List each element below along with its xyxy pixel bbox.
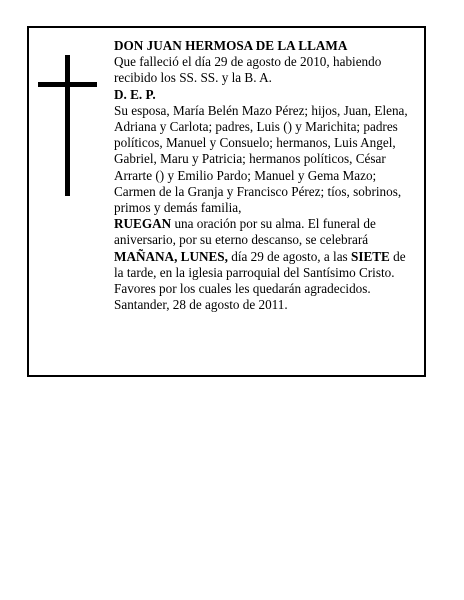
obituary-text [114,38,420,313]
notice-bold-text: RUEGAN [114,216,172,232]
notice-bold-text: DON JUAN HERMOSA DE LA LLAMA [114,38,348,53]
notice-text-segment: Carmen de la Granja y Francisco Pérez; tíos, sobrinos, [114,183,402,199]
notice-text-segment: Santander, 28 de agosto de 2011. [114,297,288,313]
notice-line [114,216,420,232]
notice-text-segment: recibido los SS. SS. y la B. A. [114,70,272,86]
notice-bold-text: SIETE [351,248,390,264]
notice-text-segment: Adriana y Carlota; padres, Luis () y Marichita; padres [114,119,398,135]
notice-line [114,168,420,184]
notice-line [114,119,420,135]
notice-text-segment: Gabriel, Maru y Patricia; hermanos políticos, César [114,151,386,167]
notice-bold-text: D. E. P. [114,86,156,102]
notice-text-segment: Su esposa, María Belén Mazo Pérez; hijos, Juan, Elena, [114,102,408,118]
notice-text-segment: una oración por su alma. El funeral de [171,216,376,232]
notice-line [114,281,420,297]
notice-line [114,103,420,119]
notice-line [114,70,420,86]
notice-bold-text: MAÑANA, LUNES, [114,248,228,264]
notice-line [114,265,420,281]
notice-text-segment: Arrarte () y Emilio Pardo; Manuel y Gema Mazo; [114,167,377,183]
cross-horizontal-bar [38,82,97,87]
notice-text-segment: Favores por los cuales les quedarán agradecidos. [114,281,371,297]
notice-text-segment: Que falleció el día 29 de agosto de 2010, habiendo [114,54,382,70]
cross-vertical-bar [65,55,70,196]
notice-text-segment: políticos, Manuel y Consuelo; hermanos, Luis Angel, [114,135,396,151]
notice-line [114,184,420,200]
notice-line [114,38,420,54]
notice-line [114,200,420,216]
notice-text-segment: de [389,248,406,264]
notice-line [114,151,420,167]
notice-line [114,232,420,248]
notice-line [114,87,420,103]
notice-line [114,54,420,70]
notice-text-segment: primos y demás familia, [114,200,242,216]
notice-text-segment: aniversario, por su eterno descanso, se celebrará [114,232,369,248]
notice-text-segment: día 29 de agosto, a las [227,248,351,264]
notice-text-segment: la tarde, en la iglesia parroquial del Santísimo Cristo. [114,264,395,280]
notice-line [114,135,420,151]
notice-line [114,249,420,265]
notice-line [114,297,420,313]
